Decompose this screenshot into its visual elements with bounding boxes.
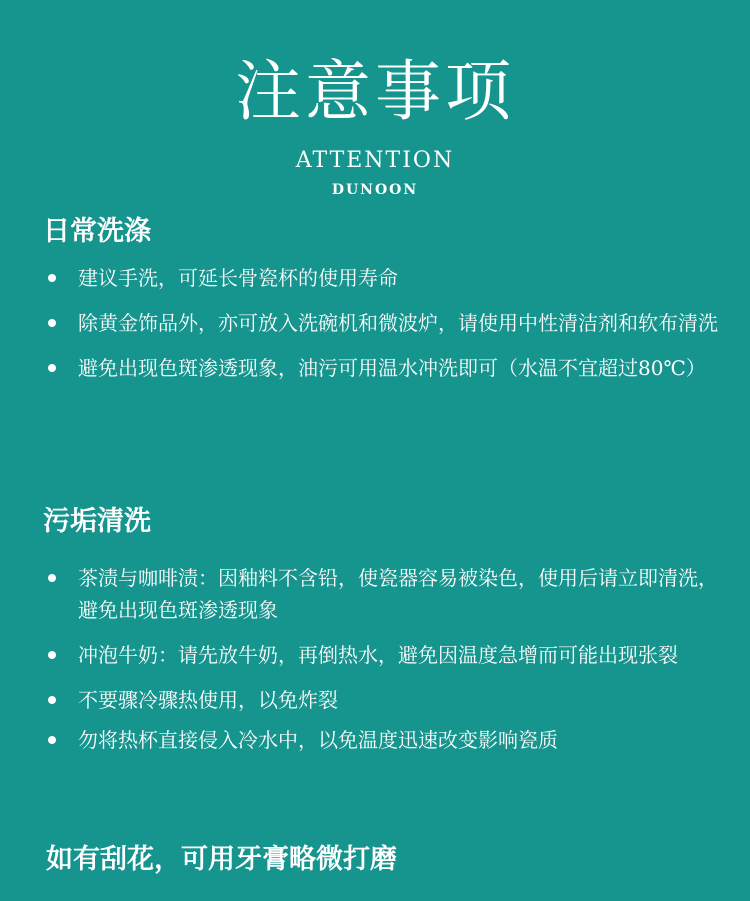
list-item [44,352,730,384]
list-item-text: 建议手洗，可延长骨瓷杯的使用寿命 [78,266,398,290]
list-item [44,684,730,716]
bullet-icon [48,364,56,372]
list-item-text: 茶渍与咖啡渍：因釉料不含铅，使瓷器容易被染色，使用后请立即清洗，避免出现色斑渗透现象 [78,566,718,622]
bullet-icon [48,651,56,659]
list-item-text: 避免出现色斑渗透现象，油污可用温水冲洗即可（水温不宜超过80℃） [78,356,706,380]
page-title: 注意事项 [235,53,515,130]
page-subtitle: ATTENTION [295,148,455,173]
bullet-icon [48,574,56,582]
bullet-icon [48,274,56,282]
section-heading-daily-washing: 日常洗涤 [43,216,151,247]
list-item-text: 不要骤冷骤热使用，以免炸裂 [78,688,338,712]
list-item [44,724,730,756]
brand-name: DUNOON [331,182,419,198]
list-item-text: 冲泡牛奶：请先放牛奶，再倒热水，避免因温度急增而可能出现张裂 [78,643,678,667]
bullet-icon [48,736,56,744]
daily-washing-list [44,262,730,397]
list-item [44,307,730,339]
list-item-text: 勿将热杯直接侵入冷水中，以免温度迅速改变影响瓷质 [78,728,558,752]
list-item [44,262,730,294]
bullet-icon [48,696,56,704]
bullet-icon [48,319,56,327]
list-item [44,562,730,626]
stain-cleaning-list [44,562,730,769]
list-item-text: 除黄金饰品外，亦可放入洗碗机和微波炉，请使用中性清洁剂和软布清洗 [78,311,718,335]
list-item [44,639,730,671]
scratch-tip-heading: 如有刮花，可用牙膏略微打磨 [46,844,397,875]
section-heading-stain-cleaning: 污垢清洗 [43,506,151,537]
